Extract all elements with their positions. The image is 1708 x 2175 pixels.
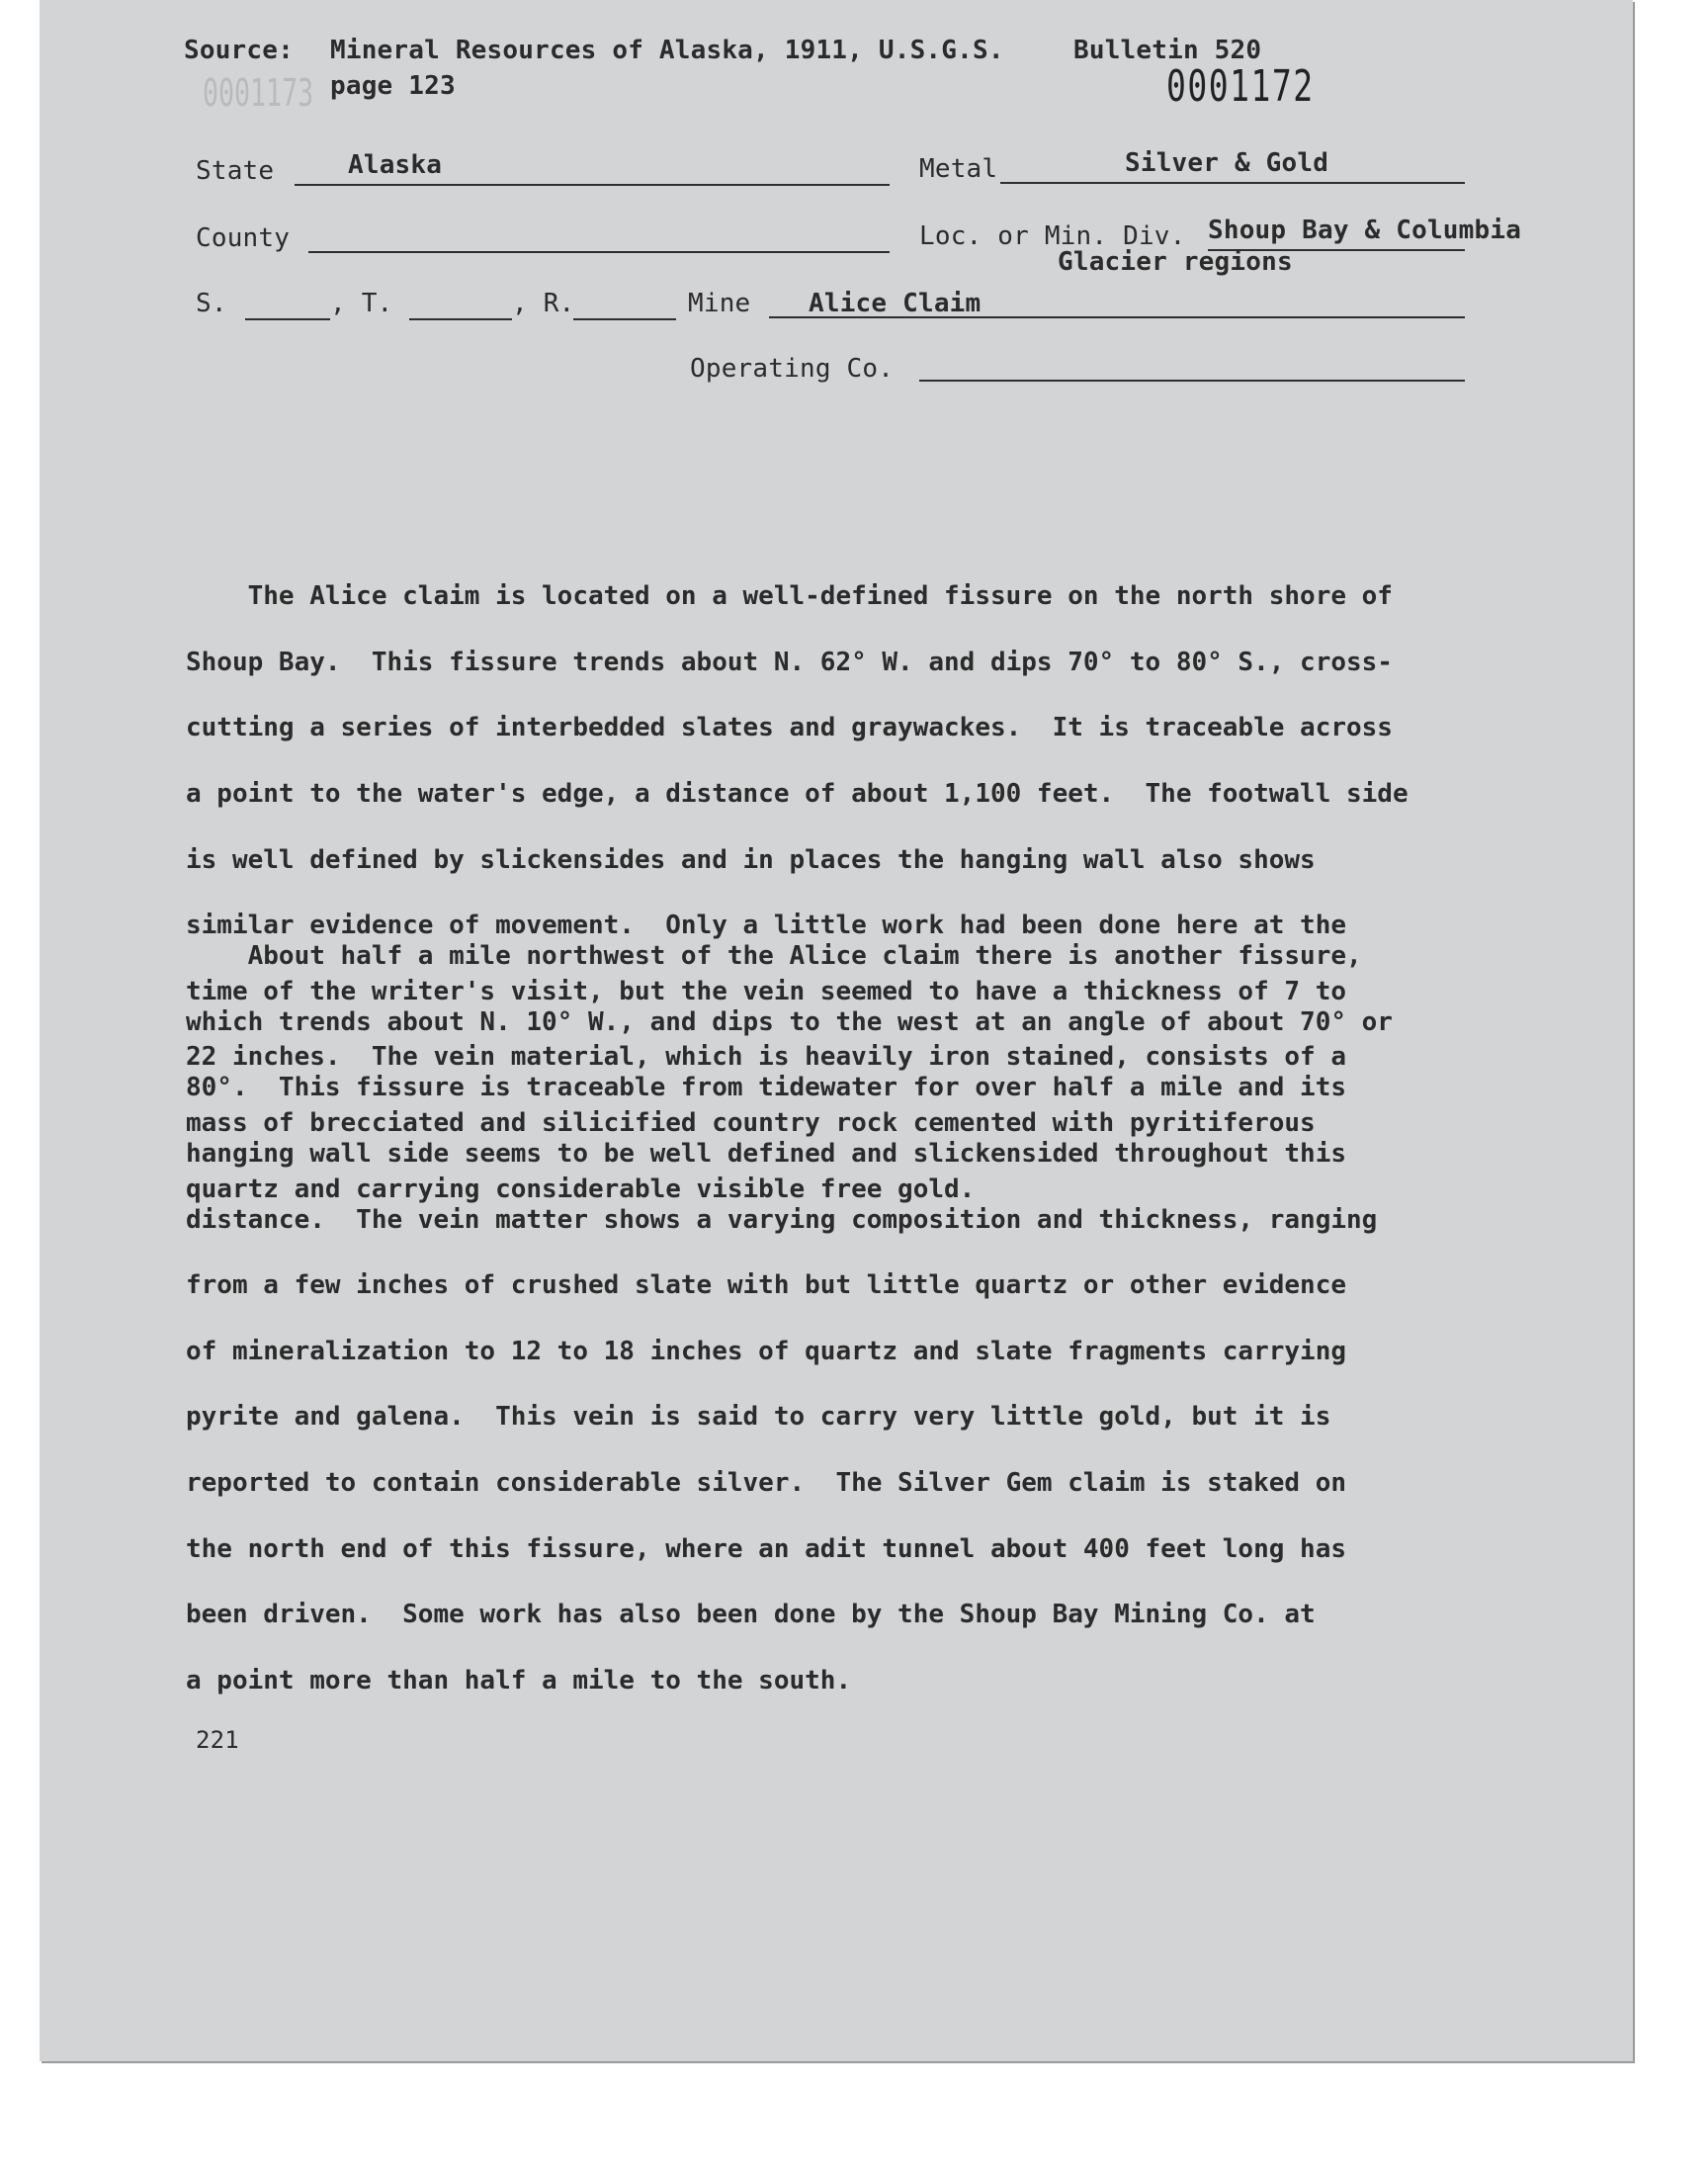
paragraph-2-line: from a few inches of crushed slate with but little quartz or other evidence (186, 1270, 1346, 1301)
paragraph-2-line: a point more than half a mile to the south. (186, 1665, 852, 1696)
paragraph-1-line: time of the writer's visit, but the vein seemed to have a thickness of 7 to (186, 976, 1346, 1006)
paragraph-2-line: About half a mile northwest of the Alice claim there is another fissure, (186, 941, 1362, 972)
paragraph-1-line: Shoup Bay. This fissure trends about N. 62° W. and dips 70° to 80° S., cross- (186, 647, 1393, 677)
location-value-line1: Shoup Bay & Columbia (1208, 216, 1522, 245)
operating-company-underline (919, 380, 1465, 382)
footer-page-number: 221 (196, 1726, 239, 1754)
paragraph-2-line: been driven. Some work has also been done by the Shoup Bay Mining Co. at (186, 1600, 1316, 1630)
metal-label: Metal (919, 154, 998, 184)
paragraph-2-line: distance. The vein matter shows a varying composition and thickness, ranging (186, 1204, 1378, 1235)
metal-value: Silver & Gold (1125, 148, 1329, 178)
page-reference: page 123 (330, 71, 456, 101)
operating-company-label: Operating Co. (690, 354, 895, 384)
section-label: S. (196, 289, 227, 318)
range-underline (573, 318, 676, 320)
paragraph-1-line: quartz and carrying considerable visible free gold. (186, 1174, 976, 1204)
county-underline (308, 251, 890, 253)
paragraph-2-line: 80°. This fissure is traceable from tidewater for over half a mile and its (186, 1073, 1346, 1103)
paragraph-1-line: cutting a series of interbedded slates and graywackes. It is traceable across (186, 713, 1393, 743)
paragraph-2-line: pyrite and galena. This vein is said to carry very little gold, but it is (186, 1402, 1331, 1433)
location-label: Loc. or Min. Div. (919, 221, 1186, 251)
paragraph-2-line: the north end of this fissure, where an adit tunnel about 400 feet long has (186, 1533, 1346, 1564)
range-label: , R. (512, 289, 575, 318)
state-label: State (196, 156, 275, 186)
paragraph-2-line: hanging wall side seems to be well defined and slickensided throughout this (186, 1139, 1346, 1170)
mine-value: Alice Claim (809, 289, 982, 318)
document-number-stamp: 0001172 (1166, 61, 1315, 112)
state-value: Alaska (348, 150, 443, 180)
paragraph-1-line: is well defined by slickensides and in places the hanging wall also shows (186, 844, 1316, 875)
paragraph-2 (186, 908, 1393, 1730)
location-value-line2: Glacier regions (1058, 247, 1293, 277)
mine-label: Mine (688, 289, 751, 318)
metal-underline (1000, 182, 1465, 184)
bulletin-number: Bulletin 520 (1073, 36, 1262, 65)
paragraph-1-line: The Alice claim is located on a well-defined fissure on the north shore of (186, 581, 1393, 612)
paragraph-2-line: reported to contain considerable silver. The Silver Gem claim is staked on (186, 1468, 1346, 1499)
paragraph-1-line: a point to the water's edge, a distance of about 1,100 feet. The footwall side (186, 779, 1409, 810)
paragraph-1-line: mass of brecciated and silicified country rock cemented with pyritiferous (186, 1108, 1316, 1139)
paragraph-1-line: 22 inches. The vein material, which is heavily iron stained, consists of a (186, 1042, 1346, 1073)
county-label: County (196, 223, 291, 253)
paragraph-1-line: similar evidence of movement. Only a little work had been done here at the (186, 911, 1346, 941)
ghost-stamp-number: 0001173 (203, 71, 314, 115)
paragraph-2-line: of mineralization to 12 to 18 inches of quartz and slate fragments carrying (186, 1336, 1346, 1366)
township-underline (409, 318, 512, 320)
source-value: Mineral Resources of Alaska, 1911, U.S.G.S. (330, 36, 1004, 65)
paragraph-2-line: which trends about N. 10° W., and dips to the west at an angle of about 70° or (186, 1006, 1393, 1037)
township-label: , T. (330, 289, 393, 318)
section-underline (245, 318, 330, 320)
state-underline (295, 184, 890, 186)
source-label: Source: (184, 36, 294, 65)
